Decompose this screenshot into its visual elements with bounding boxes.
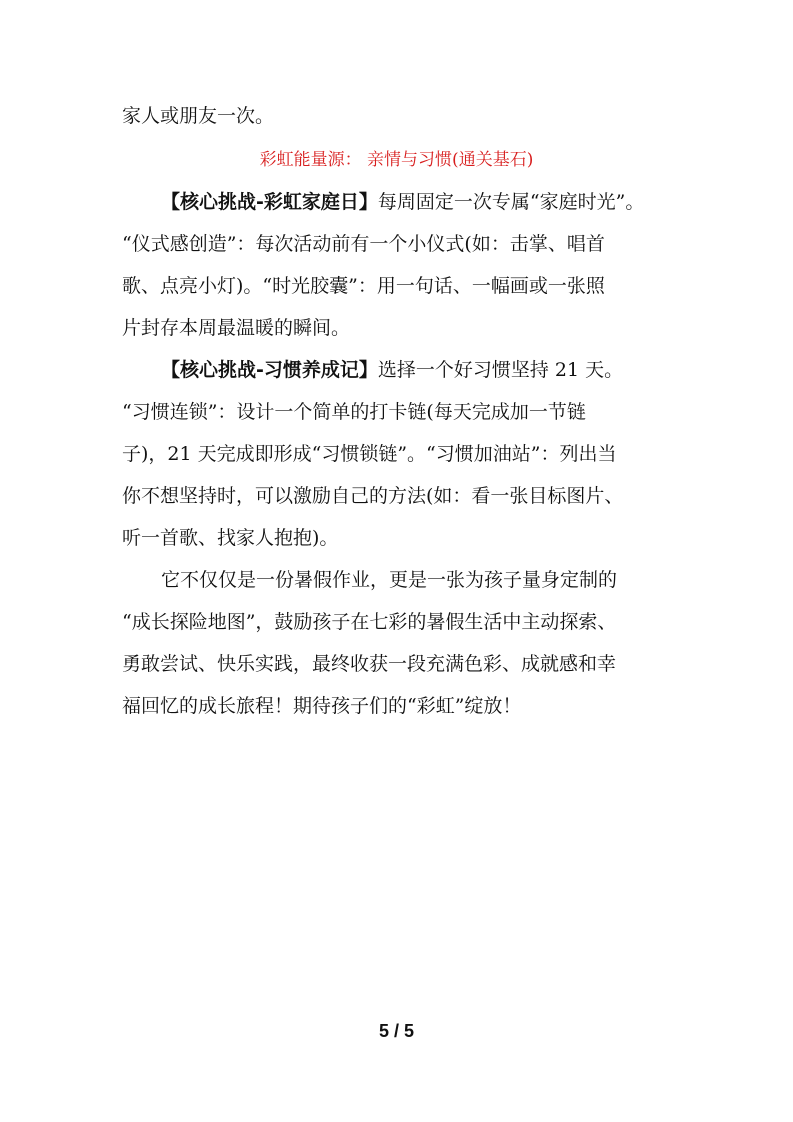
challenge1-line4: 片封存本周最温暖的瞬间。 bbox=[122, 317, 351, 339]
closing-line4: 福回忆的成长旅程！期待孩子们的“彩虹”绽放！ bbox=[122, 695, 522, 717]
challenge2-line4: 你不想坚持时，可以激励自己的方法(如：看一张目标图片、 bbox=[122, 485, 624, 507]
closing-line1: 它不仅仅是一份暑假作业，更是一张为孩子量身定制的 bbox=[161, 569, 618, 591]
challenge2-line2: “习惯连锁”：设计一个简单的打卡链(每天完成加一节链 bbox=[122, 401, 586, 423]
challenge2-line1-rest: 选择一个好习惯坚持 21 天。 bbox=[377, 359, 624, 381]
page-number: 5 / 5 bbox=[378, 1021, 415, 1041]
challenge2-line5: 听一首歌、找家人抱抱)。 bbox=[122, 527, 339, 549]
intro-tail-text: 家人或朋友一次。 bbox=[122, 105, 275, 127]
challenge1-title: 【核心挑战-彩虹家庭日】 bbox=[161, 191, 378, 213]
challenge2-line1 bbox=[161, 358, 623, 382]
closing-line3: 勇敢尝试、快乐实践，最终收获一段充满色彩、成就感和幸 bbox=[122, 653, 617, 675]
challenge2-title: 【核心挑战-习惯养成记】 bbox=[161, 359, 378, 381]
closing-line2: “成长探险地图”，鼓励孩子在七彩的暑假生活中主动探索、 bbox=[122, 611, 617, 633]
challenge1-line3: 歌、点亮小灯)。“时光胶囊”：用一句话、一幅画或一张照 bbox=[122, 275, 605, 297]
challenge1-line1 bbox=[161, 190, 644, 214]
section-heading: 彩虹能量源： 亲情与习惯(通关基石) bbox=[259, 150, 534, 170]
challenge1-line2: “仪式感创造”：每次活动前有一个小仪式(如：击掌、唱首 bbox=[122, 233, 605, 255]
challenge2-line3: 子)，21 天完成即形成“习惯锁链”。“习惯加油站”：列出当 bbox=[122, 443, 617, 465]
challenge1-line1-rest: 每周固定一次专属“家庭时光”。 bbox=[377, 191, 645, 213]
